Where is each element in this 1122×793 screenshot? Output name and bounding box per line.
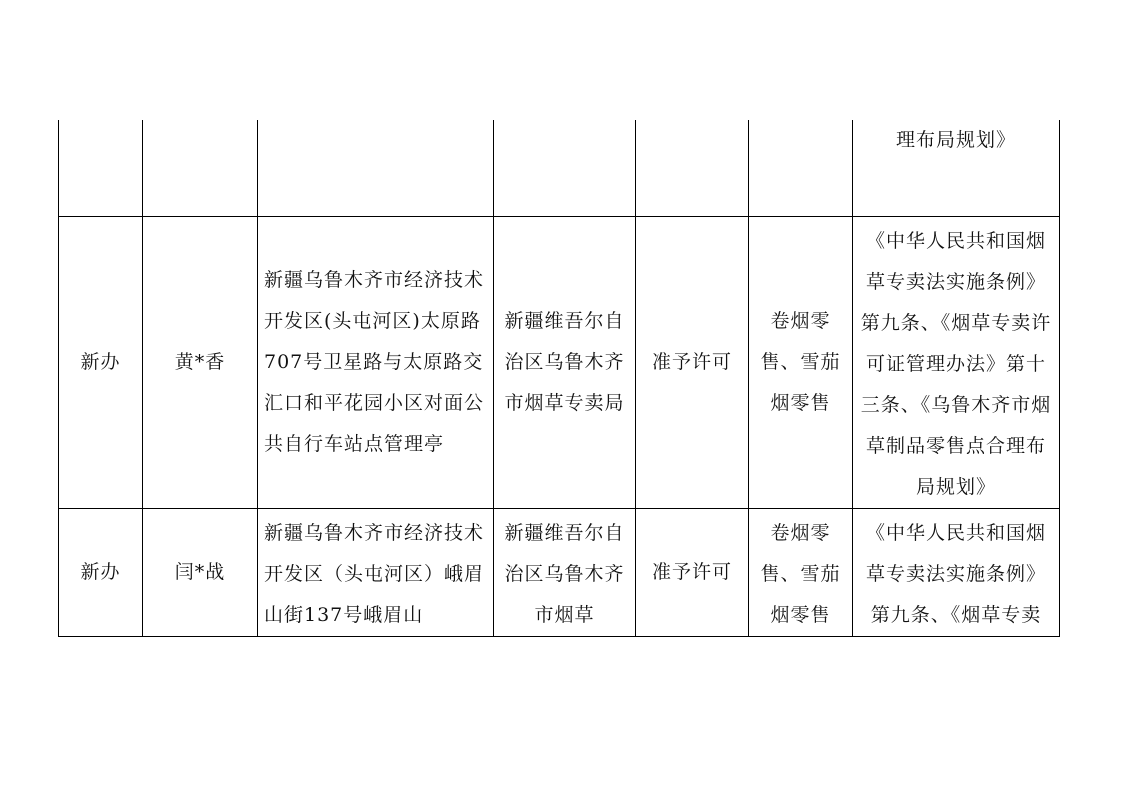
cell-scope (749, 120, 853, 216)
cell-basis: 《中华人民共和国烟草专卖法实施条例》第九条、《烟草专卖 (853, 508, 1060, 636)
cell-authority: 新疆维吾尔自治区乌鲁木齐市烟草专卖局 (494, 216, 636, 508)
cell-scope: 卷烟零售、雪茄烟零售 (749, 508, 853, 636)
cell-scope: 卷烟零售、雪茄烟零售 (749, 216, 853, 508)
table-row (59, 120, 1060, 216)
cell-address: 新疆乌鲁木齐市经济技术开发区(头屯河区)太原路707号卫星路与太原路交汇口和平花园小区对面公共自行车站点管理亭 (258, 216, 494, 508)
cell-decision (636, 120, 749, 216)
cell-address: 新疆乌鲁木齐市经济技术开发区（头屯河区）峨眉山街137号峨眉山 (258, 508, 494, 636)
cell-authority (494, 120, 636, 216)
cell-address (258, 120, 494, 216)
table-row (59, 216, 1060, 508)
cell-decision: 准予许可 (636, 508, 749, 636)
cell-name: 黄*香 (143, 216, 258, 508)
cell-type: 新办 (59, 216, 143, 508)
cell-type: 新办 (59, 508, 143, 636)
table-row (59, 508, 1060, 636)
cell-authority: 新疆维吾尔自治区乌鲁木齐市烟草 (494, 508, 636, 636)
cell-name (143, 120, 258, 216)
cell-type (59, 120, 143, 216)
license-table (58, 120, 1060, 637)
cell-name: 闫*战 (143, 508, 258, 636)
cell-decision: 准予许可 (636, 216, 749, 508)
cell-basis: 理布局规划》 (853, 120, 1060, 216)
cell-basis: 《中华人民共和国烟草专卖法实施条例》第九条、《烟草专卖许可证管理办法》第十三条、《乌鲁木齐市烟草制品零售点合理布局规划》 (853, 216, 1060, 508)
